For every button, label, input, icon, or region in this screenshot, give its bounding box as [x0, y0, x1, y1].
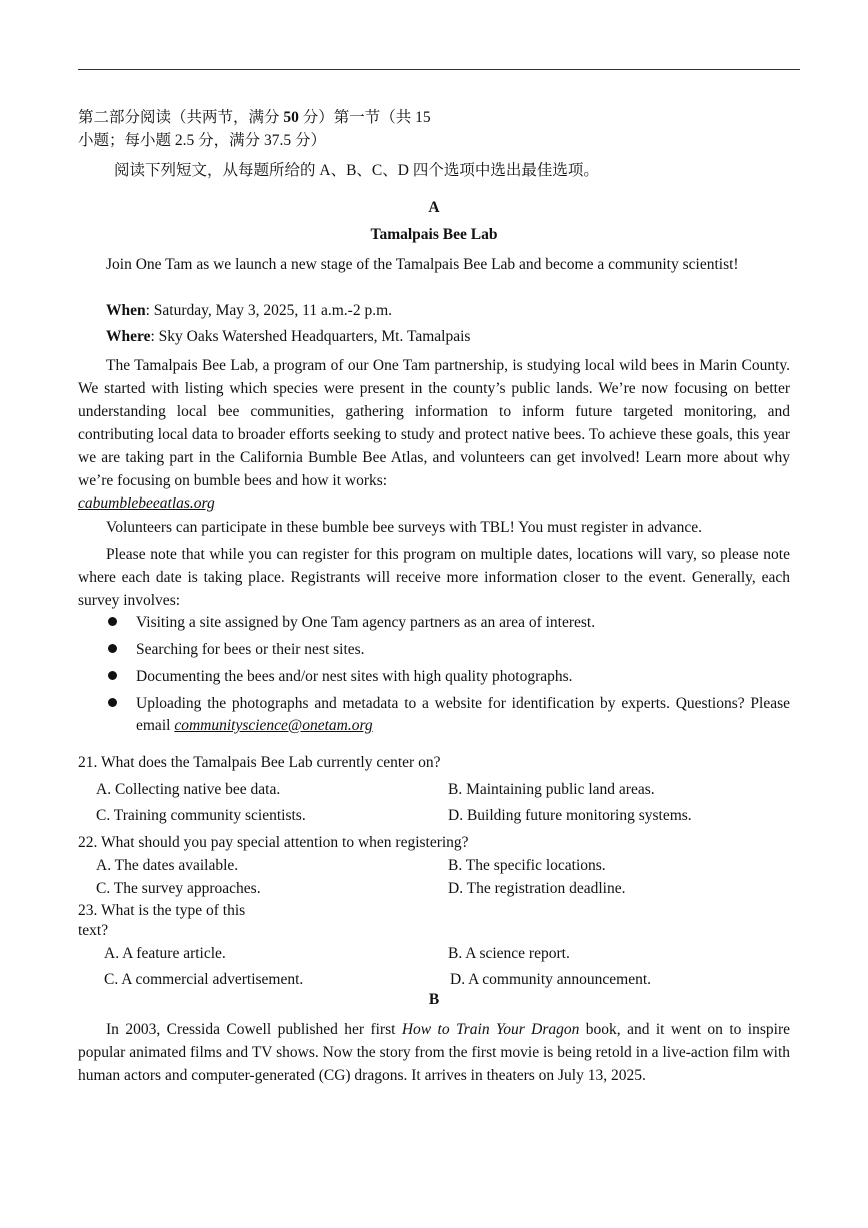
- question-23-stem-line1: 23. What is the type of this: [78, 902, 246, 919]
- passage-a-paragraph-1: [78, 354, 790, 515]
- paragraph-1-text: The Tamalpais Bee Lab, a program of our One Tam partnership, is studying local wild bees in Marin County. We started with listing which species were present in the county’s public lands. We’re now focusing on better understanding local bee communities, gathering information to inform future targeted monitoring, and contributing local data to broader efforts seeking to study and protect native bees. To achieve these goals, this year we are taking part in the California Bumble Bee Atlas, and volunteers can get involved! Learn more about why we’re focusing on bumble bees and how it works:: [78, 357, 790, 489]
- bullet-dot: [108, 617, 117, 626]
- bullet-item: Visiting a site assigned by One Tam agency partners as an area of interest.: [136, 614, 596, 631]
- passage-a-title: Tamalpais Bee Lab: [370, 226, 498, 243]
- header-score: 50: [283, 109, 299, 126]
- where-label: Where: [106, 328, 151, 345]
- question-22-option-d[interactable]: D. The registration deadline.: [448, 880, 626, 897]
- passage-a-letter: A: [428, 199, 440, 216]
- bullet-item: Documenting the bees and/or nest sites with high quality photographs.: [136, 668, 573, 685]
- passage-b-paragraph: [78, 1018, 790, 1087]
- when-label: When: [106, 302, 146, 319]
- passage-b-text-post: book, and it went on to inspire popular animated films and TV shows. Now the story from the first movie is being retold in a live-action film with human actors and computer-generated (CG) dragons. It arrives in theaters on July 13, 2025.: [78, 1021, 790, 1084]
- header-text-pre: 第二部分阅读（共两节，满分: [78, 109, 284, 126]
- question-23-option-d[interactable]: D. A community announcement.: [450, 971, 652, 988]
- bullet-item: [136, 693, 790, 737]
- bullet-dot: [108, 644, 117, 653]
- question-23-option-c[interactable]: C. A commercial advertisement.: [104, 971, 304, 988]
- header-text-post: 分）第一节（共 15: [298, 109, 431, 126]
- question-23-option-a[interactable]: A. A feature article.: [104, 945, 226, 962]
- question-23-stem-line2: text?: [78, 922, 109, 939]
- section-header-line2: 小题；每小题 2.5 分，满分 37.5 分）: [78, 132, 327, 149]
- passage-b-letter: B: [428, 991, 440, 1008]
- question-21-option-d[interactable]: D. Building future monitoring systems.: [448, 807, 692, 824]
- bullet-dot: [108, 698, 117, 707]
- where-line: [106, 326, 470, 348]
- bullet-item-text: Uploading the photographs and metadata to a website for identification by experts. Questions? Please email: [136, 695, 790, 734]
- section-header-line1: [78, 107, 431, 129]
- email-link[interactable]: communityscience@onetam.org: [174, 717, 373, 734]
- question-22-option-b[interactable]: B. The specific locations.: [448, 857, 606, 874]
- passage-b-text-pre: In 2003, Cressida Cowell published her first: [106, 1021, 402, 1038]
- when-line: [106, 300, 392, 322]
- where-value: : Sky Oaks Watershed Headquarters, Mt. Tamalpais: [150, 328, 471, 345]
- bullet-item: Searching for bees or their nest sites.: [136, 641, 365, 658]
- passage-a-intro: Join One Tam as we launch a new stage of the Tamalpais Bee Lab and become a community scientist!: [106, 256, 739, 273]
- question-22-stem: 22. What should you pay special attention to when registering?: [78, 834, 469, 851]
- question-21-stem: 21. What does the Tamalpais Bee Lab currently center on?: [78, 754, 441, 771]
- atlas-link[interactable]: cabumblebeeatlas.org: [78, 495, 215, 512]
- question-21-option-a[interactable]: A. Collecting native bee data.: [96, 781, 281, 798]
- question-22-option-c[interactable]: C. The survey approaches.: [96, 880, 261, 897]
- passage-a-paragraph-2: Volunteers can participate in these bumble bee surveys with TBL! You must register in advance.: [106, 519, 703, 536]
- book-title: How to Train Your Dragon: [401, 1021, 580, 1038]
- instruction: 阅读下列短文，从每题所给的 A、B、C、D 四个选项中选出最佳选项。: [114, 162, 599, 179]
- passage-a-paragraph-3: Please note that while you can register for this program on multiple dates, locations will vary, so please note where each date is taking place. Registrants will receive more information closer to the event. Generally, each survey involves:: [78, 546, 790, 609]
- question-23-option-b[interactable]: B. A science report.: [448, 945, 570, 962]
- when-value: : Saturday, May 3, 2025, 11 a.m.-2 p.m.: [145, 302, 393, 319]
- question-21-option-c[interactable]: C. Training community scientists.: [96, 807, 306, 824]
- bullet-dot: [108, 671, 117, 680]
- question-22-option-a[interactable]: A. The dates available.: [96, 857, 239, 874]
- question-21-option-b[interactable]: B. Maintaining public land areas.: [448, 781, 655, 798]
- top-rule: [78, 69, 800, 70]
